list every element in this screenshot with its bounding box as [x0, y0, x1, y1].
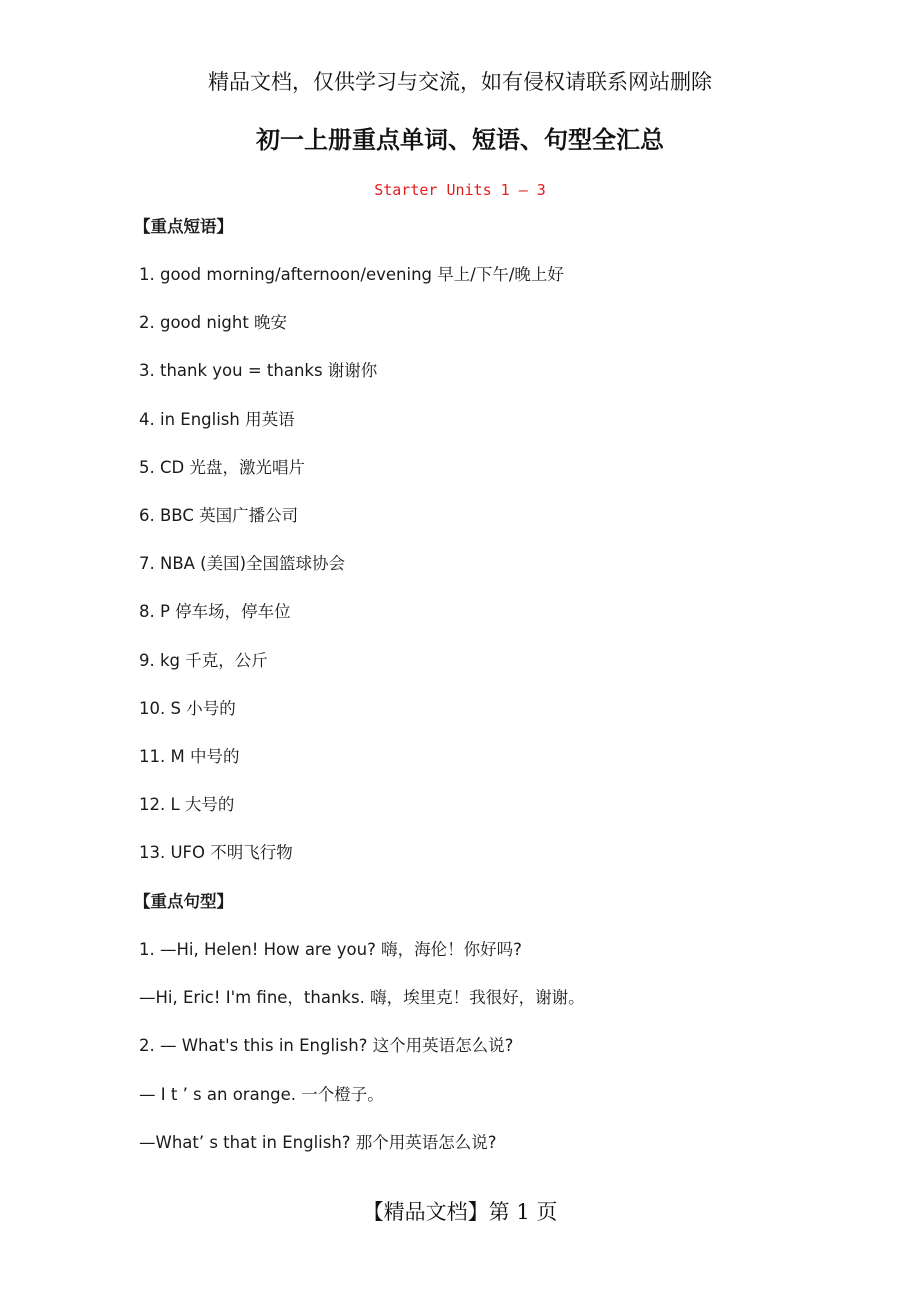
sentence-item: — I t ’ s an orange. 一个橙子。	[139, 1085, 384, 1104]
phrase-item: 13. UFO 不明飞行物	[139, 843, 293, 862]
phrases-heading: 【重点短语】	[134, 217, 233, 236]
sentence-item: 1. —Hi, Helen! How are you? 嗨，海伦！你好吗?	[139, 940, 522, 959]
phrase-item: 1. good morning/afternoon/evening 早上/下午/晚上好	[139, 265, 564, 284]
sentences-heading: 【重点句型】	[134, 892, 233, 911]
phrase-item: 10. S 小号的	[139, 699, 236, 718]
phrase-item: 4. in English 用英语	[139, 410, 295, 429]
sentence-item: —What’ s that in English? 那个用英语怎么说?	[139, 1133, 497, 1152]
sentence-item: 2. — What's this in English? 这个用英语怎么说?	[139, 1036, 514, 1055]
phrase-item: 2. good night 晚安	[139, 313, 288, 332]
document-title: 初一上册重点单词、短语、句型全汇总	[256, 126, 664, 154]
phrase-item: 12. L 大号的	[139, 795, 235, 814]
phrase-item: 8. P 停车场，停车位	[139, 602, 291, 621]
phrase-item: 3. thank you = thanks 谢谢你	[139, 361, 378, 380]
page-footer: 【精品文档】第 1 页	[362, 1200, 558, 1224]
phrase-item: 9. kg 千克，公斤	[139, 651, 268, 670]
phrase-item: 6. BBC 英国广播公司	[139, 506, 299, 525]
phrase-item: 7. NBA (美国)全国篮球协会	[139, 554, 346, 573]
page-header: 精品文档，仅供学习与交流，如有侵权请联系网站删除	[208, 70, 712, 94]
document-subtitle: Starter Units 1 — 3	[374, 181, 546, 199]
sentence-item: —Hi, Eric! I'm fine，thanks. 嗨，埃里克！我很好，谢谢。	[139, 988, 585, 1007]
phrase-item: 11. M 中号的	[139, 747, 240, 766]
phrase-item: 5. CD 光盘，激光唱片	[139, 458, 305, 477]
